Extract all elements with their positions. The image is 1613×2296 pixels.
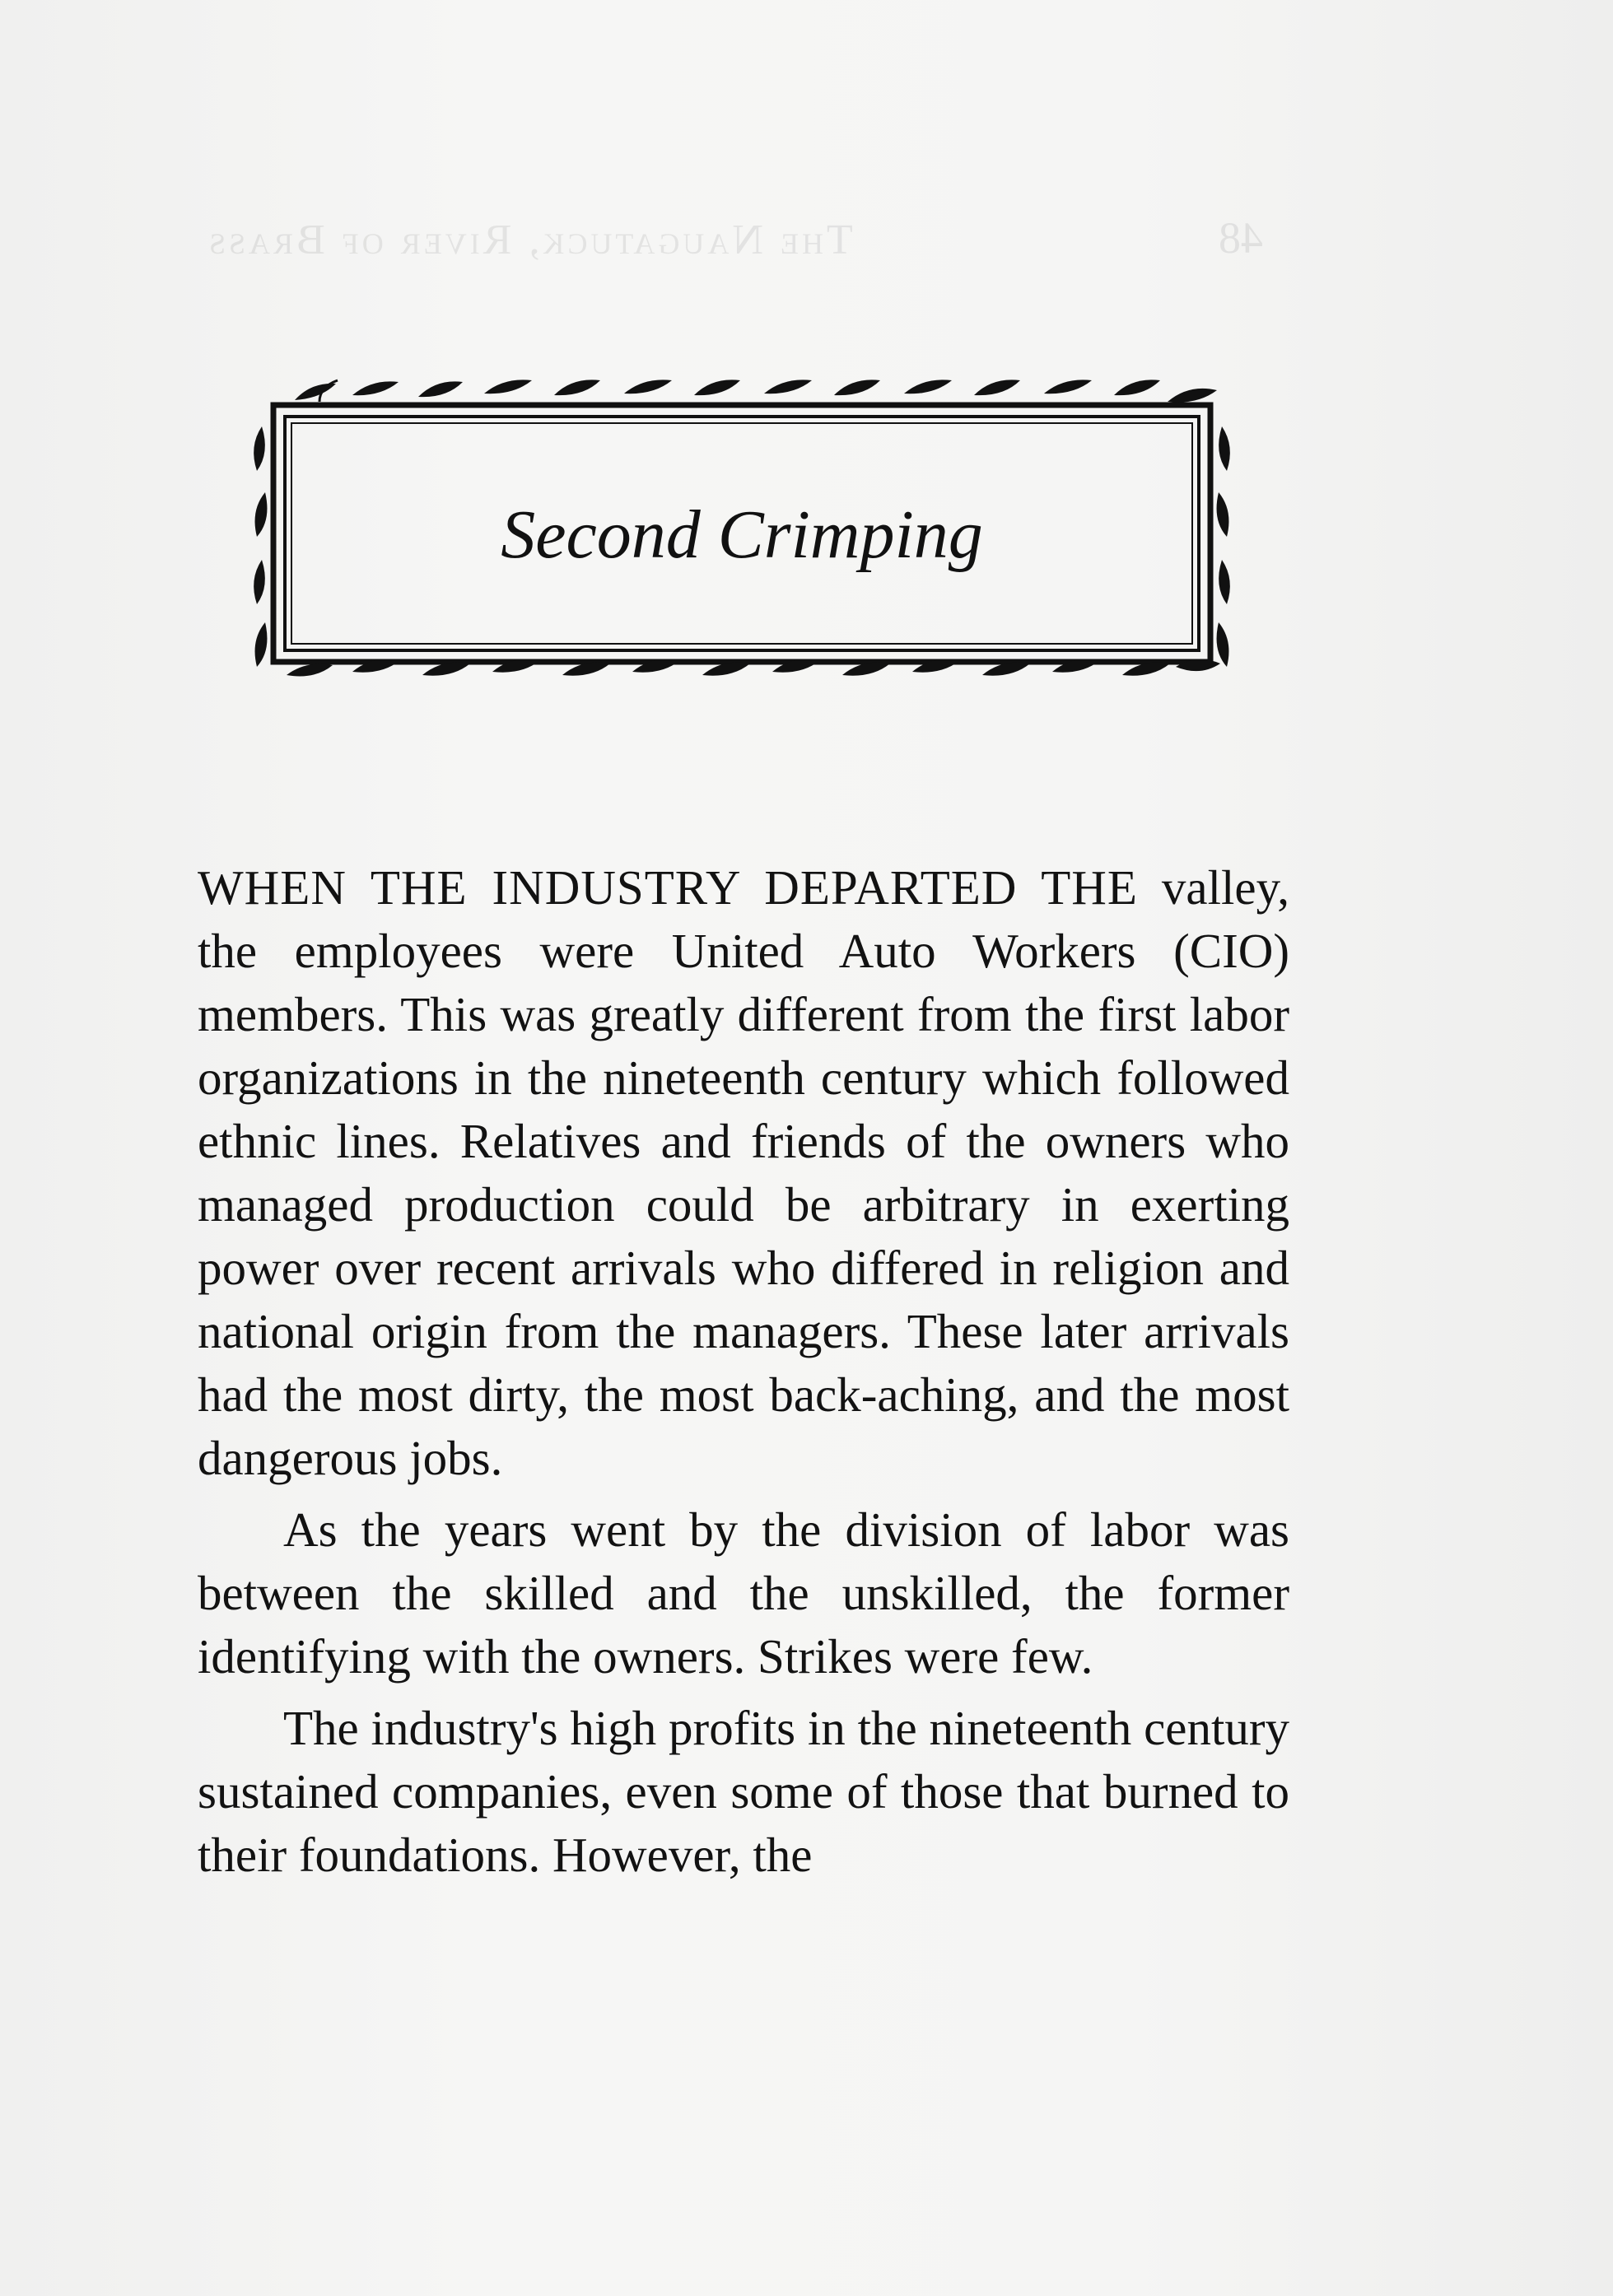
paragraph-2: As the years went by the division of labor was between the skilled and the unskilled, the former identifying with the owners. Strikes were few.: [198, 1502, 1289, 1684]
paragraph-3: The industry's high profits in the nineteenth century sustained companies, even some of those that burned to their foundations. However, the: [198, 1701, 1289, 1882]
opening-small-caps: WHEN THE INDUSTRY DEPARTED THE: [198, 860, 1138, 915]
paragraph-1-text: valley, the employees were United Auto Workers (CIO) members. This was greatly different from the first labor organizations in the nineteenth century which followed ethnic lines. Relatives and friends of the owners who managed production could be arbitrary in exerting power over recent arrivals who differed in religion and national origin from the managers. These later arrivals had the most dirty, the most back-aching, and the most dangerous jobs.: [198, 860, 1289, 1485]
chapter-title-frame: [237, 369, 1247, 698]
bleed-through-running-head: The Naugatuck, River of Brass: [206, 217, 853, 263]
bleed-through-page-number: 48: [1219, 213, 1263, 263]
body-text: [198, 856, 1289, 1887]
paragraph-1: [198, 856, 1289, 1490]
chapter-title: Second Crimping: [501, 496, 983, 573]
